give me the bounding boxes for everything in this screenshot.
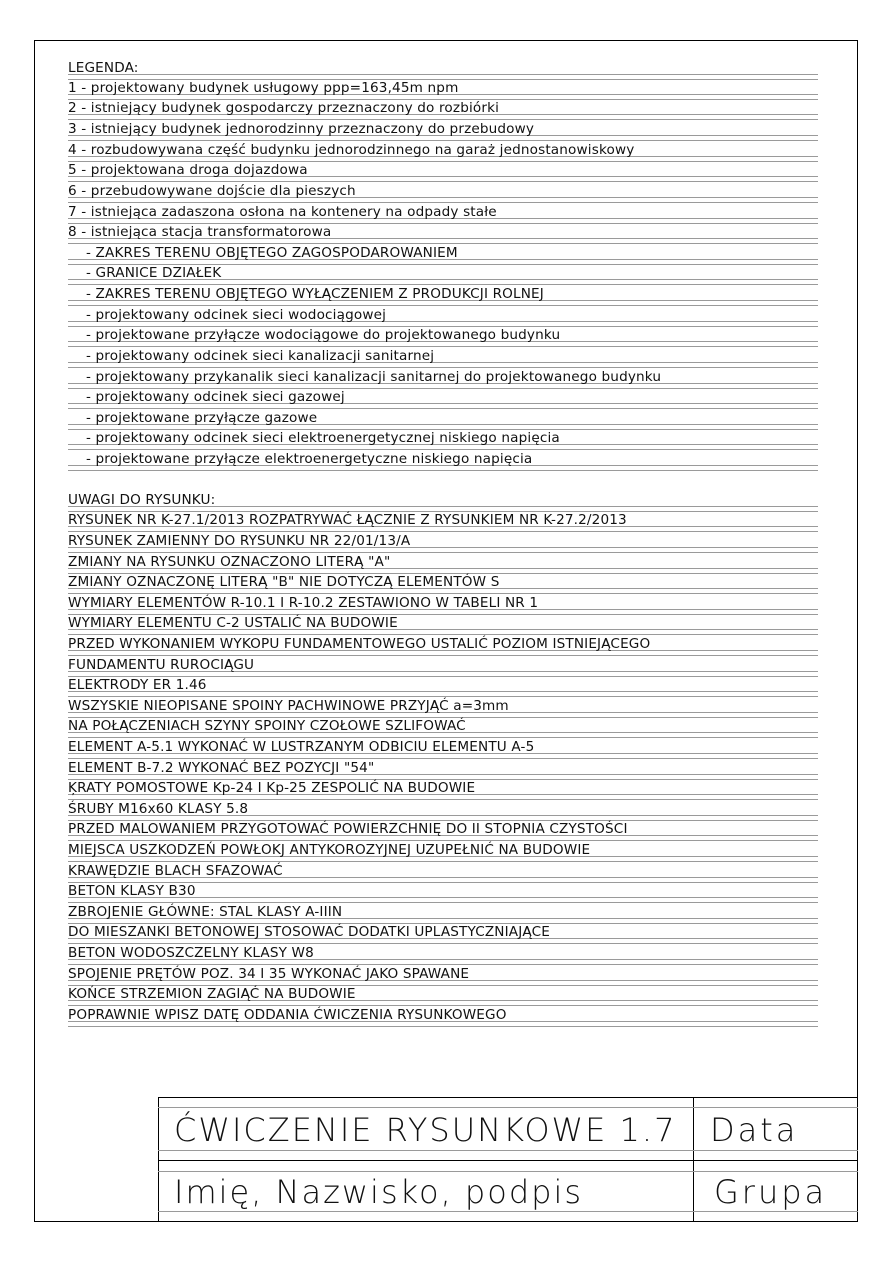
legend-header: LEGENDA: [68,60,139,76]
guide-line [68,593,818,594]
note-item: BETON KLASY B30 [68,883,196,899]
note-item: DO MIESZANKI BETONOWEJ STOSOWAĆ DODATKI UPLASTYCZNIAJĄCE [68,924,550,940]
note-item: SPOJENIE PRĘTÓW POZ. 34 I 35 WYKONAĆ JAKO SPAWANE [68,966,470,982]
date-label: Data [710,1111,799,1149]
guide-line [68,367,818,368]
guide-line [68,1005,818,1006]
note-item: MIEJSCA USZKODZEŃ POWŁOKJ ANTYKOROZYJNEJ UZUPEŁNIĆ NA BUDOWIE [68,842,591,858]
guide-line [68,449,818,450]
title-guide [158,1211,858,1212]
legend-symbol-item: - projektowany odcinek sieci kanalizacji sanitarnej [86,348,435,364]
legend-symbol-item: - GRANICE DZIAŁEK [86,265,222,281]
note-item: WSZYSKIE NIEOPISANE SPOINY PACHWINOWE PRZYJĄĆ a=3mm [68,698,509,714]
guide-line [68,655,818,656]
group-label: Grupa [714,1173,828,1211]
name-signature-label: Imię, Nazwisko, podpis [174,1173,583,1211]
legend-item: 4 - rozbudowywana część budynku jednorodzinnego na garaż jednostanowiskowy [68,142,635,158]
note-item: ŚRUBY M16x60 KLASY 5.8 [68,801,249,817]
guide-line [68,861,818,862]
title-guide [158,1171,858,1172]
exercise-title: ĆWICZENIE RYSUNKOWE 1.7 [174,1111,677,1149]
note-item: ZBROJENIE GŁÓWNE: STAL KLASY A-IIIN [68,904,343,920]
guide-line [68,964,818,965]
legend-symbol-item: - projektowany odcinek sieci wodociągowej [86,307,387,323]
guide-line [68,634,818,635]
legend-item: 5 - projektowana droga dojazdowa [68,162,308,178]
note-item: RYSUNEK NR K-27.1/2013 ROZPATRYWAĆ ŁĄCZNIE Z RYSUNKIEM NR K-27.2/2013 [68,512,627,528]
note-item: ĶRATY POMOSTOWE Kp-24 I Kp-25 ZESPOLIĆ NA BUDOWIE [68,780,476,796]
title-block-middle-border [158,1160,858,1161]
guide-line [68,943,818,944]
note-item: KOŃCE STRZEMION ZAGIĄĆ NA BUDOWIE [68,986,356,1002]
guide-line [68,696,818,697]
legend-item: 8 - istniejąca stacja transformatorowa [68,224,332,240]
guide-line [68,840,818,841]
legend-symbol-item: - ZAKRES TERENU OBJĘTEGO ZAGOSPODAROWANIEM [86,245,458,261]
legend-symbol-item: - projektowany odcinek sieci elektroenergetycznej niskiego napięcia [86,430,560,446]
note-item: PRZED WYKONANIEM WYKOPU FUNDAMENTOWEGO USTALIĆ POZIOM ISTNIEJĄCEGO [68,636,651,652]
note-item: ZMIANY OZNACZONĘ LITERĄ "B" NIE DOTYCZĄ ELEMENTÓW S [68,574,500,590]
guide-line [68,243,818,244]
guide-line [68,346,818,347]
guide-line [68,408,818,409]
note-item: ELEMENT B-7.2 WYKONAĆ BEZ POZYCJI "54" [68,760,375,776]
guide-line [68,140,818,141]
guide-line [68,737,818,738]
guide-line [68,552,818,553]
note-item: PRZED MALOWANIEM PRZYGOTOWAĆ POWIERZCHNIĘ DO II STOPNIA CZYSTOŚCI [68,821,628,837]
note-item: NA POŁĄCZENIACH SZYNY SPOINY CZOŁOWE SZLIFOWAĆ [68,718,466,734]
guide-line [68,1026,818,1027]
guide-line [68,119,818,120]
note-item: POPRAWNIE WPISZ DATĘ ODDANIA ĆWICZENIA RYSUNKOWEGO [68,1007,507,1023]
guide-line [68,181,818,182]
note-item: ELEKTRODY ER 1.46 [68,677,207,693]
legend-symbol-item: - projektowane przyłącze elektroenergetyczne niskiego napięcia [86,451,533,467]
legend-symbol-item: - projektowane przyłącze gazowe [86,410,318,426]
guide-line [68,202,818,203]
guide-line [68,902,818,903]
note-item: KRAWĘDZIE BLACH SFAZOWAĆ [68,863,283,879]
title-block-top-border [158,1097,858,1098]
guide-line [68,470,818,471]
legend-item: 6 - przebudowywane dojście dla pieszych [68,183,356,199]
notes-header: UWAGI DO RYSUNKU: [68,492,216,508]
legend-item: 1 - projektowany budynek usługowy ppp=163,45m npm [68,80,459,96]
note-item: FUNDAMENTU RUROCIĄGU [68,657,255,673]
note-item: RYSUNEK ZAMIENNY DO RYSUNKU NR 22/01/13/A [68,533,411,549]
legend-symbol-item: - projektowany przykanalik sieci kanalizacji sanitarnej do projektowanego budynku [86,369,662,385]
title-guide [158,1150,858,1151]
title-block-divider [693,1097,694,1222]
guide-line [68,284,818,285]
legend-item: 2 - istniejący budynek gospodarczy przeznaczony do rozbiórki [68,100,500,116]
note-item: ZMIANY NA RYSUNKU OZNACZONO LITERĄ "A" [68,554,391,570]
note-item: WYMIARY ELEMENTU C-2 USTALIĆ NA BUDOWIE [68,615,398,631]
guide-line [68,531,818,532]
note-item: WYMIARY ELEMENTÓW R-10.1 I R-10.2 ZESTAWIONO W TABELI NR 1 [68,595,539,611]
legend-symbol-item: - ZAKRES TERENU OBJĘTEGO WYŁĄCZENIEM Z PRODUKCJI ROLNEJ [86,286,544,302]
legend-symbol-item: - projektowany odcinek sieci gazowej [86,389,345,405]
note-item: ELEMENT A-5.1 WYKONAĆ W LUSTRZANYM ODBICIU ELEMENTU A-5 [68,739,535,755]
legend-item: 3 - istniejący budynek jednorodzinny przeznaczony do przebudowy [68,121,535,137]
title-guide [158,1107,858,1108]
legend-symbol-item: - projektowane przyłącze wodociągowe do projektowanego budynku [86,327,561,343]
note-item: BETON WODOSZCZELNY KLASY W8 [68,945,314,961]
guide-line [68,74,818,75]
legend-item: 7 - istniejąca zadaszona osłona na kontenery na odpady stałe [68,204,497,220]
guide-line [68,799,818,800]
guide-line [68,305,818,306]
title-block-left-border [158,1097,159,1222]
guide-line [68,758,818,759]
title-block [158,1097,858,1222]
